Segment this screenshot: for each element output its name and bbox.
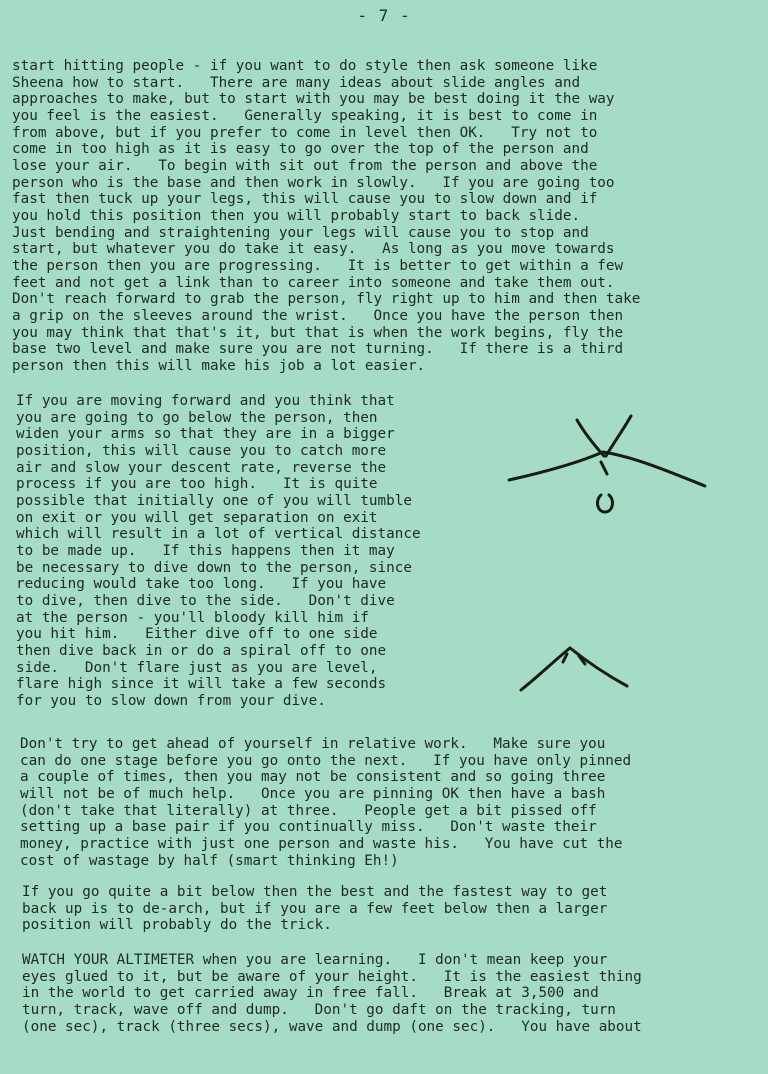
page-number: - 7 - [357,6,411,25]
paragraph-watch-altimeter: WATCH YOUR ALTIMETER when you are learning. I don't mean keep your eyes glued to it, but be aware of your height. It is the easiest thing in the world to get carried away in free fall. Break at 3,500 and turn, track, wave off and dump. Don't go daft on the tracking, turn (one sec), track (three secs), wave and dump (one sec). You have about [22,952,642,1035]
freefall-figure-swept-arms-sketch-icon [515,640,635,700]
paragraph-getting-ahead: Don't try to get ahead of yourself in relative work. Make sure you can do one stage before you go onto the next. If you have only pinned a couple of times, then you may not be consistent and so going three will not be of much help. Once you are pinning OK then have a bash (don't take that literally) at three. People get a bit pissed off setting up a base pair if you continually miss. Don't waste their money, practice with just one person and waste his. You have cut the cost of wastage by half (smart thinking Eh!) [20,736,632,869]
paragraph-relative-work-approach: start hitting people - if you want to do style then ask someone like Sheena how to start. There are many ideas about slide angles and approaches to make, but to start with you may be best doing it the way you feel is the easiest. Generally speaking, it is best to come in from above, but if you prefer to come in level then OK. Try not to come in too high as it is easy to go over the top of the person and lose your air. To begin with sit out from the person and above the person who is the base and then work in slowly. If you are going too fast then tuck up your legs, this will cause you to slow down and if you hold this position then you will probably start to back slide. Just bending and straightening your legs will cause you to stop and start, but whatever you do take it easy. As long as you move towards the person then you are progressing. It is better to get within a few feet and not get a link than to career into someone and take them out. Don't reach forward to grab the person, fly right up to him and then take a grip on the sleeves around the wrist. Once you have the person then you may think that that's it, but that is when the work begins, fly the base two level and make sure you are not turning. If there is a third person then this will make his job a lot easier. [12,58,641,374]
paragraph-de-arch: If you go quite a bit below then the best and the fastest way to get back up is to de-arch, but if you are a few feet below then a larger position will probably do the trick. [22,884,608,934]
paragraph-moving-forward: If you are moving forward and you think that you are going to go below the person, then widen your arms so that they are in a bigger position, this will cause you to catch more air and slow your descent rate, reverse the process if you are too high. It is quite possible that initially one of you will tumble on exit or you will get separation on exit which will result in a lot of vertical distance to be made up. If this happens then it may be necessary to dive down to the person, since reducing would take too long. If you have to dive, then dive to the side. Don't dive at the person - you'll bloody kill him if you hit him. Either dive off to one side then dive back in or do a spiral off to one side. Don't flare just as you are level, flare high since it will take a few seconds for you to slow down from your dive. [16,393,421,709]
freefall-figure-spread-arms-sketch-icon [505,402,710,522]
